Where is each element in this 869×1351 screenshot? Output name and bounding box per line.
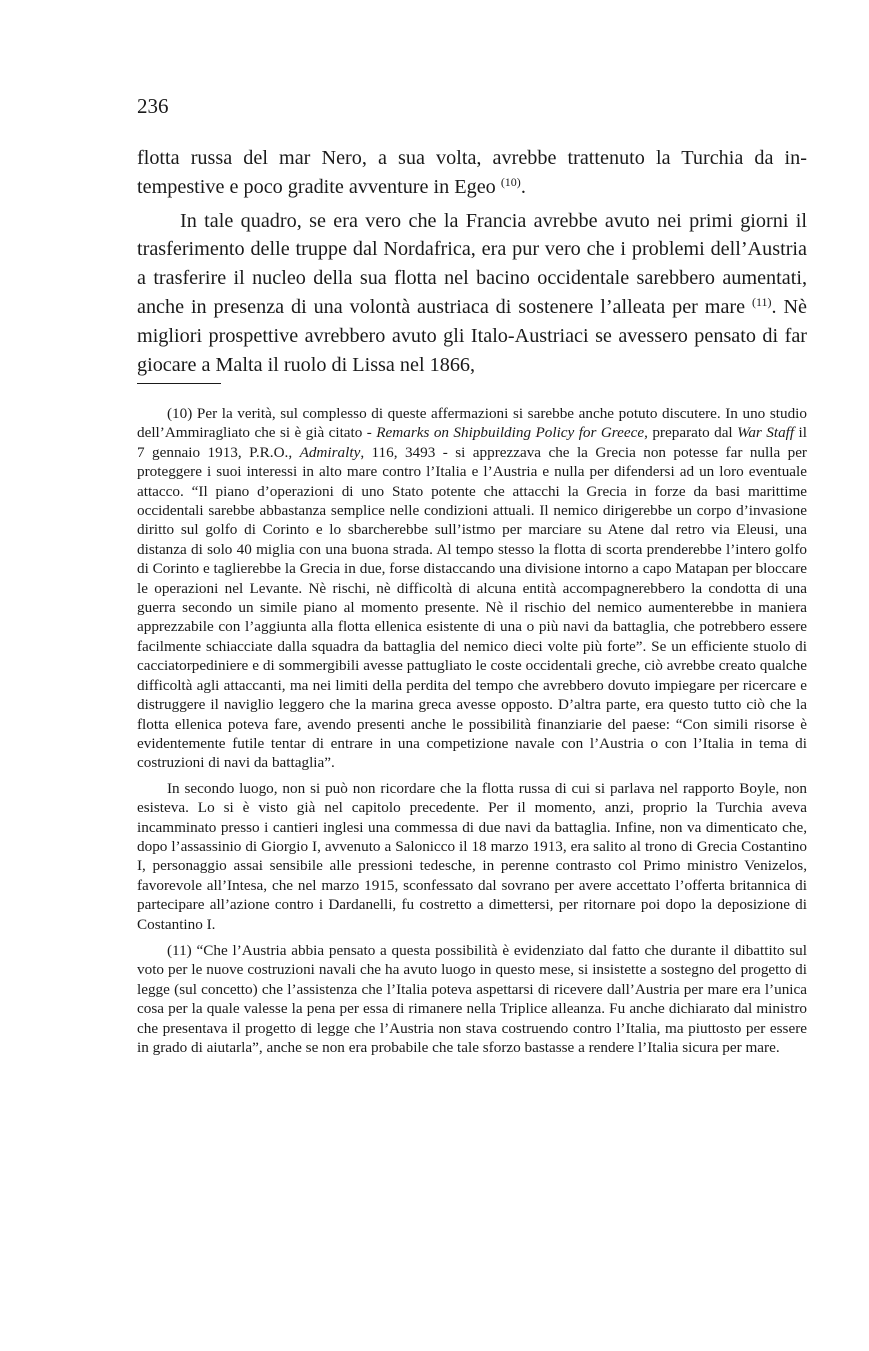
- paragraph-1-text: flotta russa del mar Nero, a sua volta, avrebbe trattenuto la Turchia da intempestive e poco gradite avventure in Egeo: [137, 147, 807, 198]
- footnote-separator: [137, 383, 221, 384]
- footnote-ref-10: (10): [500, 174, 521, 189]
- footnote-10-continued: In secondo luogo, non si può non ricordare che la flotta russa di cui si parlava nel rapporto Boyle, non esisteva. Lo si è visto già nel capitolo precedente. Per il momento, anzi, proprio la Turchia aveva incamminato presso i cantieri inglesi una commessa di due navi da battaglia. Infine, non va dimenticato che, dopo l’assassinio di Giorgio I, avvenuto a Salonicco il 18 marzo 1913, era salito al trono di Grecia Costantino I, personaggio assai sensibile alle pressioni tedesche, in perenne contrasto col Primo ministro Venizelos, favorevole all’Intesa, che nel marzo 1915, sconfessato dal sovrano per avere accettato l’offerta britannica di partecipare all’azione contro i Dardanelli, fu costretto a dimettersi, per ritornare poi dopo la deposizione di Costantino I.: [137, 779, 807, 933]
- paragraph-1: [137, 144, 807, 202]
- footnote-10-admiralty: Admiralty: [299, 443, 361, 461]
- footnote-10: [137, 404, 807, 773]
- footnote-10-title: Remarks on Shipbuilding Policy for Greece: [376, 424, 645, 442]
- paragraph-2: [137, 207, 807, 380]
- footnote-10-text-c: il 7 gennaio 1913, P.R.O.,: [137, 424, 807, 461]
- paragraph-1-end: .: [520, 175, 526, 198]
- main-text: [137, 144, 807, 379]
- footnote-10-staff: War Staff: [737, 424, 795, 442]
- footnote-11: (11) “Che l’Austria abbia pensato a questa possibilità è evidenziato dal fatto che durante il dibattito sul voto per le nuove costruzioni navali che ha avuto luogo in questo mese, si insistette a sostegno del progetto di legge (sul concetto) che l’assistenza che l’Italia poteva aspettarsi di ricevere dall’Austria per mare era l’unica cosa per la quale valesse la pena per essa di rimanere nella Triplice alleanza. Fu anche dichiarato dal ministro che presentava il progetto di legge che l’Austria non stava costruendo contro l’Italia, ma piuttosto per essere in grado di aiutarla”, anche se non era probabile che tale sforzo bastasse a rendere l’Italia sicura per mare.: [137, 941, 807, 1056]
- footnote-10-text-d: , 116, 3493 - si apprezzava che la Grecia non potesse far nulla per proteggere i suoi interessi in alto mare contro l’Italia e l’Austria e nulla per difendersi ad un loro eventuale attacco. “Il piano d’operazioni di uno Stato potente che attacchi la Grecia in forze da basi marittime occidentali sarebbe abbastanza semplice nelle condizioni attuali. Il nemico dirigerebbe un corpo d’invasione diritto sul golfo di Corinto e lo sbarcherebbe sull’istmo per marciare su Atene dal retro via Eleusi, una distanza di solo 40 miglia con una buona strada. Al tempo stesso la flotta di scorta prenderebbe l’intero golfo di Corinto e taglierebbe la Grecia in due, forse distaccando una divisione intorno a capo Matapan per bloccare le operazioni nel Levante. Nè rischi, nè difficoltà di alcuna entità accompagnerebbero la condotta di una guerra secondo un simile piano al momento presente. Nè il rischio del nemico aumenterebbe in maniera apprezzabile con l’aggiunta alla flotta ellenica esistente di una o più navi da battaglia, che potrebbero essere facilmente schiacciate dalla squadra da battaglia del nemico dieci volte più forte”. Se un efficiente stuolo di cacciatorpediniere e di sommergibili avesse pattugliato le coste occidentali greche, ciò avrebbe creato qualche difficoltà agli attaccanti, ma nei limiti della perdita del tempo che avrebbero dovuto impiegare per ricercare e distruggere il naviglio leggero che la marina greca avesse opposto. D’altra parte, era questo tutto ciò che la flotta ellenica poteva fare, avendo presenti anche le possibilità finanziarie del paese: “Con simili risorse è evidentemente futile tentar di entrare in una competizione navale con l’Austria o con l’Italia in tema di costruzioni di navi da battaglia”.: [137, 443, 807, 772]
- page-number: 236: [137, 94, 169, 118]
- paragraph-2-text-a: In tale quadro, se era vero che la Francia avrebbe avuto nei primi giorni il trasferimento delle truppe dal Nordafrica, era pur vero che i problemi dell’Austria a trasferire il nucleo della sua flotta nel bacino occidentale sarebbero aumentati, anche in presenza di una volontà austriaca di sostenere l’alleata per mare: [137, 209, 807, 318]
- footnote-10-text-b: , preparato dal: [644, 424, 738, 442]
- footnote-ref-11: (11): [752, 294, 772, 309]
- footnote-10-text-a: (10) Per la verità, sul complesso di queste affermazioni si sarebbe anche potuto discutere. In uno studio dell’Ammiragliato che si è già citato -: [137, 405, 807, 442]
- paragraph-2-text-b: . Nè migliori prospettive avrebbero avuto gli Italo-Austriaci se avessero pensato di far giocare a Malta il ruolo di Lissa nel 1866,: [137, 295, 808, 376]
- footnotes: [137, 404, 807, 1057]
